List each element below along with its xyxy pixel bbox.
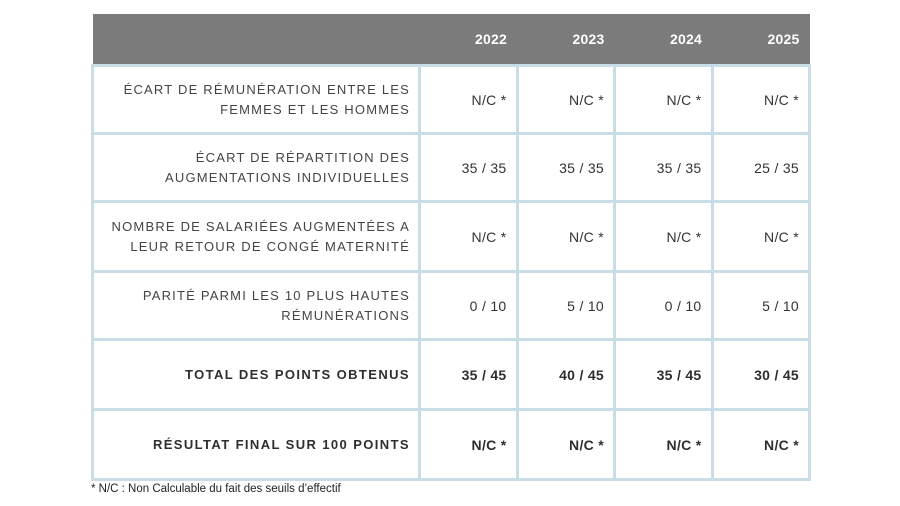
- footnote: * N/C : Non Calculable du fait des seuils d’effectif: [91, 483, 341, 495]
- header-year-2024: 2024: [615, 14, 713, 66]
- header-corner-cell: [93, 14, 420, 66]
- table-row-pay-gap: [93, 66, 810, 134]
- header-year-2022: 2022: [420, 14, 518, 66]
- table-row-top-ten-parity: [93, 272, 810, 340]
- cell-value: 0 / 10: [615, 272, 713, 340]
- table-row-total-points: [93, 340, 810, 410]
- cell-value: N/C *: [517, 202, 615, 272]
- cell-value: N/C *: [420, 202, 518, 272]
- row-label: ÉCART DE RÉMUNÉRATION ENTRE LES FEMMES ET LES HOMMES: [93, 66, 420, 134]
- cell-value: 35 / 45: [615, 340, 713, 410]
- cell-value: 35 / 35: [615, 134, 713, 202]
- cell-value: 5 / 10: [517, 272, 615, 340]
- row-label: PARITÉ PARMI LES 10 PLUS HAUTES RÉMUNÉRATIONS: [93, 272, 420, 340]
- cell-value: N/C *: [615, 66, 713, 134]
- row-label: RÉSULTAT FINAL SUR 100 POINTS: [93, 410, 420, 480]
- table-row-final-result: [93, 410, 810, 480]
- header-year-2025: 2025: [712, 14, 810, 66]
- cell-value: N/C *: [517, 410, 615, 480]
- cell-value: 35 / 35: [420, 134, 518, 202]
- header-row: [93, 14, 810, 66]
- row-label: NOMBRE DE SALARIÉES AUGMENTÉES A LEUR RETOUR DE CONGÉ MATERNITÉ: [93, 202, 420, 272]
- cell-value: 5 / 10: [712, 272, 810, 340]
- table-row-maternity-raise: [93, 202, 810, 272]
- header-year-2023: 2023: [517, 14, 615, 66]
- cell-value: N/C *: [712, 410, 810, 480]
- cell-value: 25 / 35: [712, 134, 810, 202]
- cell-value: N/C *: [615, 202, 713, 272]
- cell-value: 0 / 10: [420, 272, 518, 340]
- equality-index-table: [91, 14, 811, 481]
- cell-value: N/C *: [420, 410, 518, 480]
- table-row-raise-distribution: [93, 134, 810, 202]
- cell-value: 40 / 45: [517, 340, 615, 410]
- cell-value: N/C *: [615, 410, 713, 480]
- cell-value: 30 / 45: [712, 340, 810, 410]
- cell-value: 35 / 35: [517, 134, 615, 202]
- cell-value: N/C *: [517, 66, 615, 134]
- row-label: TOTAL DES POINTS OBTENUS: [93, 340, 420, 410]
- cell-value: N/C *: [712, 202, 810, 272]
- cell-value: N/C *: [712, 66, 810, 134]
- cell-value: 35 / 45: [420, 340, 518, 410]
- cell-value: N/C *: [420, 66, 518, 134]
- row-label: ÉCART DE RÉPARTITION DES AUGMENTATIONS INDIVIDUELLES: [93, 134, 420, 202]
